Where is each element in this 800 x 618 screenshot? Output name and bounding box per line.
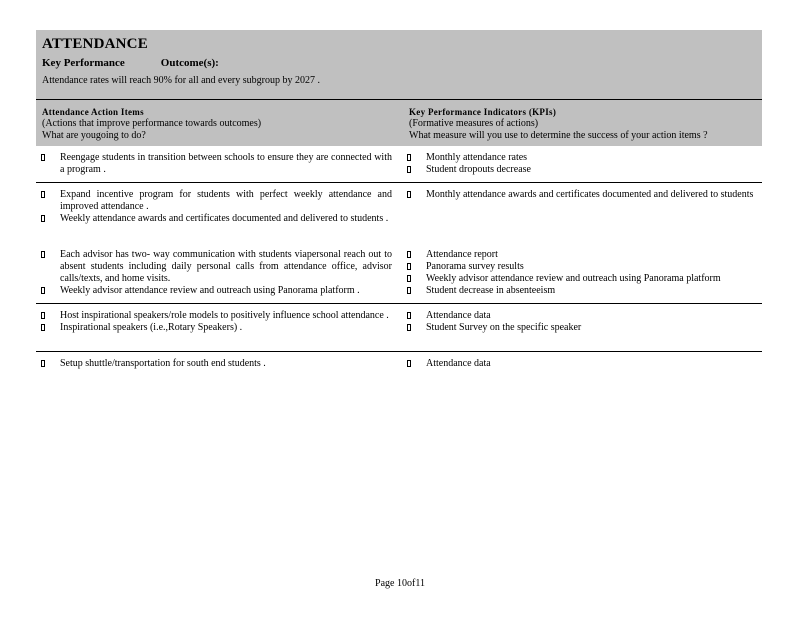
kpi-item: Attendance report <box>406 249 756 261</box>
action-item: Weekly advisor attendance review and outreach using Panorama platform . <box>40 285 392 297</box>
bullet-box-icon <box>407 251 411 258</box>
kpi-item: Student dropouts decrease <box>406 164 756 176</box>
row-divider <box>36 303 762 304</box>
kpi-items <box>406 310 756 334</box>
kpi-item: Monthly attendance awards and certificates documented and delivered to students <box>406 189 756 201</box>
table-row <box>36 189 762 239</box>
action-item: Each advisor has two- way communication with students viapersonal reach out to absent students including daily personal calls from attendance office, advisor calls/texts, and home visits. <box>40 249 392 285</box>
actions-subtitle: (Actions that improve performance towards outcomes) <box>42 118 262 129</box>
bullet-box-icon <box>407 275 411 282</box>
bullet-box-icon <box>407 312 411 319</box>
kpi-item: Monthly attendance rates <box>406 152 756 164</box>
bullet-box-icon <box>407 287 411 294</box>
kpi-item: Panorama survey results <box>406 261 756 273</box>
row-divider <box>36 351 762 352</box>
kpi-item: Student decrease in absenteeism <box>406 285 756 297</box>
bullet-box-icon <box>407 166 411 173</box>
bullet-box-icon <box>41 324 45 331</box>
bullet-box-icon <box>407 360 411 367</box>
bullet-box-icon <box>407 324 411 331</box>
action-item: Setup shuttle/transportation for south end students . <box>40 358 392 370</box>
table-row <box>36 358 762 372</box>
bullet-box-icon <box>407 263 411 270</box>
kpi-items <box>406 249 756 297</box>
action-item: Weekly attendance awards and certificates documented and delivered to students . <box>40 213 392 225</box>
page-number: Page 10of11 <box>375 578 425 589</box>
bullet-box-icon <box>41 215 45 222</box>
action-item: Inspirational speakers (i.e.,Rotary Speakers) . <box>40 322 392 334</box>
action-items <box>40 249 392 297</box>
kpis-title: Key Performance Indicators (KPIs) <box>409 107 557 117</box>
kpi-item: Weekly advisor attendance review and outreach using Panorama platform <box>406 273 756 285</box>
table-row <box>36 152 762 182</box>
kpi-item: Attendance data <box>406 310 756 322</box>
bullet-box-icon <box>407 154 411 161</box>
table-column-headers <box>36 99 762 146</box>
bullet-box-icon <box>407 191 411 198</box>
action-item: Reengage students in transition between schools to ensure they are connected with a program . <box>40 152 392 176</box>
outcome-text: Attendance rates will reach 90% for all and every subgroup by 2027 . <box>42 75 320 86</box>
table-row <box>36 249 762 301</box>
bullet-box-icon <box>41 251 45 258</box>
bullet-box-icon <box>41 312 45 319</box>
kpi-items <box>406 189 756 201</box>
section-title: ATTENDANCE <box>42 36 148 52</box>
kpis-question: What measure will you use to determine the success of your action items ? <box>409 130 708 141</box>
section-header <box>36 30 762 99</box>
actions-title: Attendance Action Items <box>42 107 144 117</box>
bullet-box-icon <box>41 287 45 294</box>
action-items <box>40 310 392 334</box>
kpi-items <box>406 152 756 176</box>
kpi-items <box>406 358 756 370</box>
bullet-box-icon <box>41 360 45 367</box>
row-divider <box>36 182 762 183</box>
bullet-box-icon <box>41 154 45 161</box>
column-header-kpis <box>409 106 759 142</box>
actions-question: What are yougoing to do? <box>42 130 146 141</box>
kpi-item: Attendance data <box>406 358 756 370</box>
kp-label: Key Performance <box>42 57 125 69</box>
action-items <box>40 189 392 225</box>
bullet-box-icon <box>41 191 45 198</box>
action-item: Host inspirational speakers/role models to positively influence school attendance . <box>40 310 392 322</box>
kpi-item: Student Survey on the specific speaker <box>406 322 756 334</box>
action-items <box>40 358 392 370</box>
action-item: Expand incentive program for students with perfect weekly attendance and improved attendance . <box>40 189 392 213</box>
key-performance-outcome-label <box>42 56 756 70</box>
kpis-subtitle: (Formative measures of actions) <box>409 118 539 129</box>
action-items <box>40 152 392 176</box>
table-row <box>36 310 762 346</box>
column-header-actions <box>42 106 402 142</box>
outcome-label: Outcome(s): <box>160 57 219 69</box>
